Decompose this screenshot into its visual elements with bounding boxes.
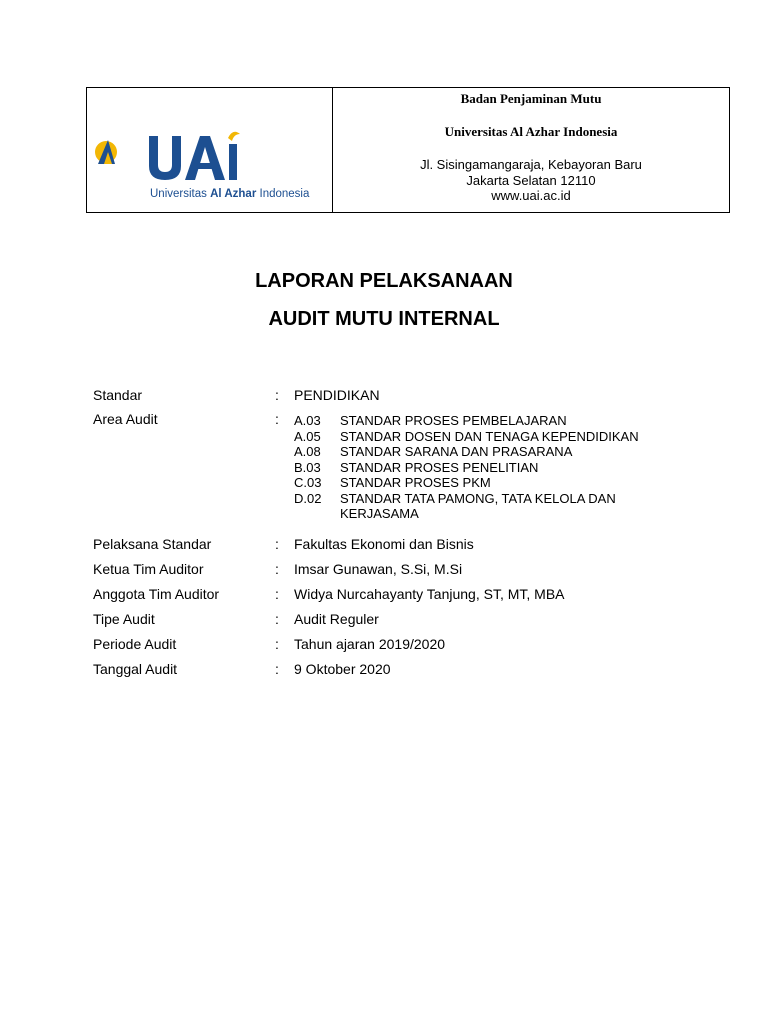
field-label: Tanggal Audit bbox=[93, 661, 178, 677]
area-code: A.08 bbox=[294, 444, 321, 459]
field-label: Standar bbox=[93, 387, 143, 403]
field-label: Anggota Tim Auditor bbox=[93, 586, 220, 602]
field-value: 9 Oktober 2020 bbox=[294, 661, 391, 677]
field-label: Pelaksana Standar bbox=[93, 536, 212, 552]
field-label: Tipe Audit bbox=[93, 611, 155, 627]
list-item bbox=[294, 460, 680, 476]
field-value: Widya Nurcahayanty Tanjung, ST, MT, MBA bbox=[294, 586, 565, 602]
field-separator: : bbox=[275, 561, 279, 577]
field-separator: : bbox=[275, 661, 279, 677]
field-separator: : bbox=[275, 536, 279, 552]
address-line-2: Jakarta Selatan 12110 bbox=[466, 172, 596, 188]
logo-tagline: Universitas Al Azhar Indonesia bbox=[150, 188, 310, 200]
field-label: Periode Audit bbox=[93, 636, 177, 652]
logo-cell bbox=[87, 88, 333, 212]
area-name: STANDAR DOSEN DAN TENAGA KEPENDIDIKAN bbox=[340, 428, 639, 444]
field-separator: : bbox=[275, 611, 279, 627]
area-code: C.03 bbox=[294, 475, 322, 490]
field-value: Audit Reguler bbox=[294, 611, 379, 627]
field-label: Area Audit bbox=[93, 411, 158, 427]
area-name: STANDAR PROSES PKM bbox=[340, 475, 491, 490]
field-separator: : bbox=[275, 586, 279, 602]
field-value: Imsar Gunawan, S.Si, M.Si bbox=[294, 561, 463, 577]
university-name: Universitas Al Azhar Indonesia bbox=[444, 124, 618, 139]
letterhead bbox=[86, 87, 730, 213]
list-item bbox=[294, 475, 680, 491]
list-item bbox=[294, 444, 680, 460]
area-code: D.02 bbox=[294, 490, 322, 506]
area-name: STANDAR TATA PAMONG, TATA KELOLA DAN KERJASAMA bbox=[340, 490, 616, 521]
list-item bbox=[294, 429, 680, 445]
area-name: STANDAR SARANA DAN PRASARANA bbox=[340, 444, 573, 459]
institution-info bbox=[333, 88, 729, 212]
field-value: Tahun ajaran 2019/2020 bbox=[294, 636, 446, 652]
area-name: STANDAR PROSES PEMBELAJARAN bbox=[340, 413, 567, 428]
list-item bbox=[294, 413, 680, 429]
org-name: Badan Penjaminan Mutu bbox=[460, 91, 602, 106]
field-value: Fakultas Ekonomi dan Bisnis bbox=[294, 536, 474, 552]
uai-logo-icon bbox=[93, 130, 323, 190]
report-title-line-2: AUDIT MUTU INTERNAL bbox=[268, 308, 500, 330]
area-code: A.05 bbox=[294, 428, 321, 444]
field-value: PENDIDIKAN bbox=[294, 387, 380, 403]
website: www.uai.ac.id bbox=[491, 188, 571, 203]
area-code: A.03 bbox=[294, 413, 321, 428]
address-line-1: Jl. Sisingamangaraja, Kebayoran Baru bbox=[420, 157, 642, 172]
area-name: STANDAR PROSES PENELITIAN bbox=[340, 459, 539, 475]
area-code: B.03 bbox=[294, 459, 321, 475]
area-audit-list bbox=[294, 413, 680, 522]
field-separator: : bbox=[275, 636, 279, 652]
field-separator: : bbox=[275, 411, 279, 427]
field-separator: : bbox=[275, 387, 279, 403]
address bbox=[333, 157, 729, 204]
list-item bbox=[294, 491, 680, 522]
report-title-line-1: LAPORAN PELAKSANAAN bbox=[255, 270, 513, 292]
field-label: Ketua Tim Auditor bbox=[93, 561, 204, 577]
